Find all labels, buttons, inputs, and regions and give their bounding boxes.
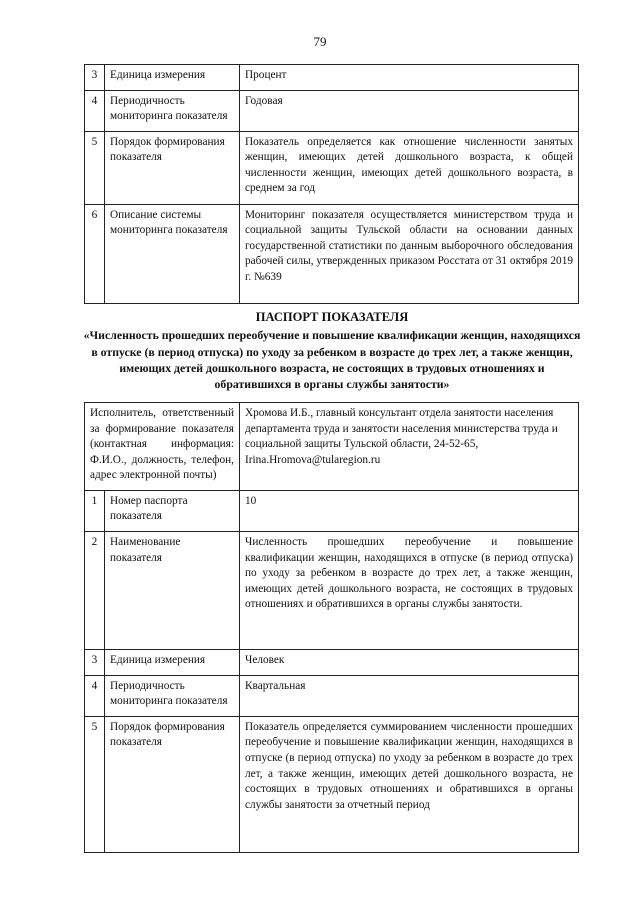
row-number: 4: [85, 90, 105, 131]
row-label: Единица измерения: [105, 65, 240, 91]
passport-table: [84, 402, 579, 853]
indicator-table-continued: [84, 64, 579, 304]
row-number: 5: [85, 716, 105, 852]
passport-title: ПАСПОРТ ПОКАЗАТЕЛЯ: [255, 310, 409, 324]
row-value: Квартальная: [240, 675, 579, 716]
executor-label: Исполнитель, ответственный за формирование показателя (контактная информация: Ф.И.О., должность, телефон, адрес электронной почты): [85, 403, 240, 491]
page-number: 79: [313, 34, 327, 49]
row-label: Номер паспорта показателя: [105, 490, 240, 531]
row-number: 1: [85, 490, 105, 531]
table-row: [85, 90, 579, 131]
row-value: Человек: [240, 650, 579, 676]
row-value: Годовая: [240, 90, 579, 131]
passport-heading: [80, 309, 584, 392]
row-value: Показатель определяется как отношение численности занятых женщин, имеющих детей дошкольного возраста, к общей численности женщин, имеющих детей дошкольного возраста, в среднем за год: [240, 131, 579, 204]
row-label: Описание системы мониторинга показателя: [105, 204, 240, 303]
row-number: 3: [85, 65, 105, 91]
row-number: 4: [85, 675, 105, 716]
table-row: [85, 716, 579, 852]
table-row: [85, 650, 579, 676]
row-value: 10: [240, 490, 579, 531]
row-value: Процент: [240, 65, 579, 91]
table-row: [85, 532, 579, 650]
row-label: Периодичность мониторинга показателя: [105, 90, 240, 131]
executor-value: Хромова И.Б., главный консультант отдела занятости населения департамента труда и занятости населения министерства труда и социальной защиты Тульской области, 24-52-65, Irina.Hromova@tularegion.ru: [240, 403, 579, 491]
row-value: Численность прошедших переобучение и повышение квалификации женщин, находящихся в отпуске (в период отпуска) по уходу за ребенком в возрасте до трех лет, а также женщин, имеющих детей дошкольного возраста, не состоящих в трудовых отношениях и обратившихся в органы службы занятости.: [240, 532, 579, 650]
table-row: [85, 131, 579, 204]
passport-subtitle: «Численность прошедших переобучение и повышение квалификации женщин, находящихся в отпуске (в период отпуска) по уходу за ребенком в возрасте до трех лет, а также женщин, имеющих детей дошкольного возраста, не состоящих в трудовых отношениях и обратившихся в органы службы занятости»: [83, 328, 581, 392]
row-value: Показатель определяется суммированием численности прошедших переобучение и повышение квалификации женщин, находящихся в отпуске (в период отпуска) по уходу за ребенком в возрасте до трех лет, а также женщин, имеющих детей дошкольного возраста, не состоящих в трудовых отношениях и обратившихся в органы службы занятости за отчетный период: [240, 716, 579, 852]
row-value: Мониторинг показателя осуществляется министерством труда и социальной защиты Тульской области на основании данных государственной статистики по данным выборочного обследования рабочей силы, утвержденных приказом Росстата от 31 октября 2019 г. №639: [240, 204, 579, 303]
row-label: Периодичность мониторинга показателя: [105, 675, 240, 716]
table-row: [85, 675, 579, 716]
table-row: [85, 65, 579, 91]
row-number: 3: [85, 650, 105, 676]
row-label: Наименование показателя: [105, 532, 240, 650]
row-label: Порядок формирования показателя: [105, 131, 240, 204]
row-number: 2: [85, 532, 105, 650]
table-row: [85, 490, 579, 531]
row-number: 5: [85, 131, 105, 204]
table-row: [85, 403, 579, 491]
row-number: 6: [85, 204, 105, 303]
row-label: Единица измерения: [105, 650, 240, 676]
row-label: Порядок формирования показателя: [105, 716, 240, 852]
table-row: [85, 204, 579, 303]
